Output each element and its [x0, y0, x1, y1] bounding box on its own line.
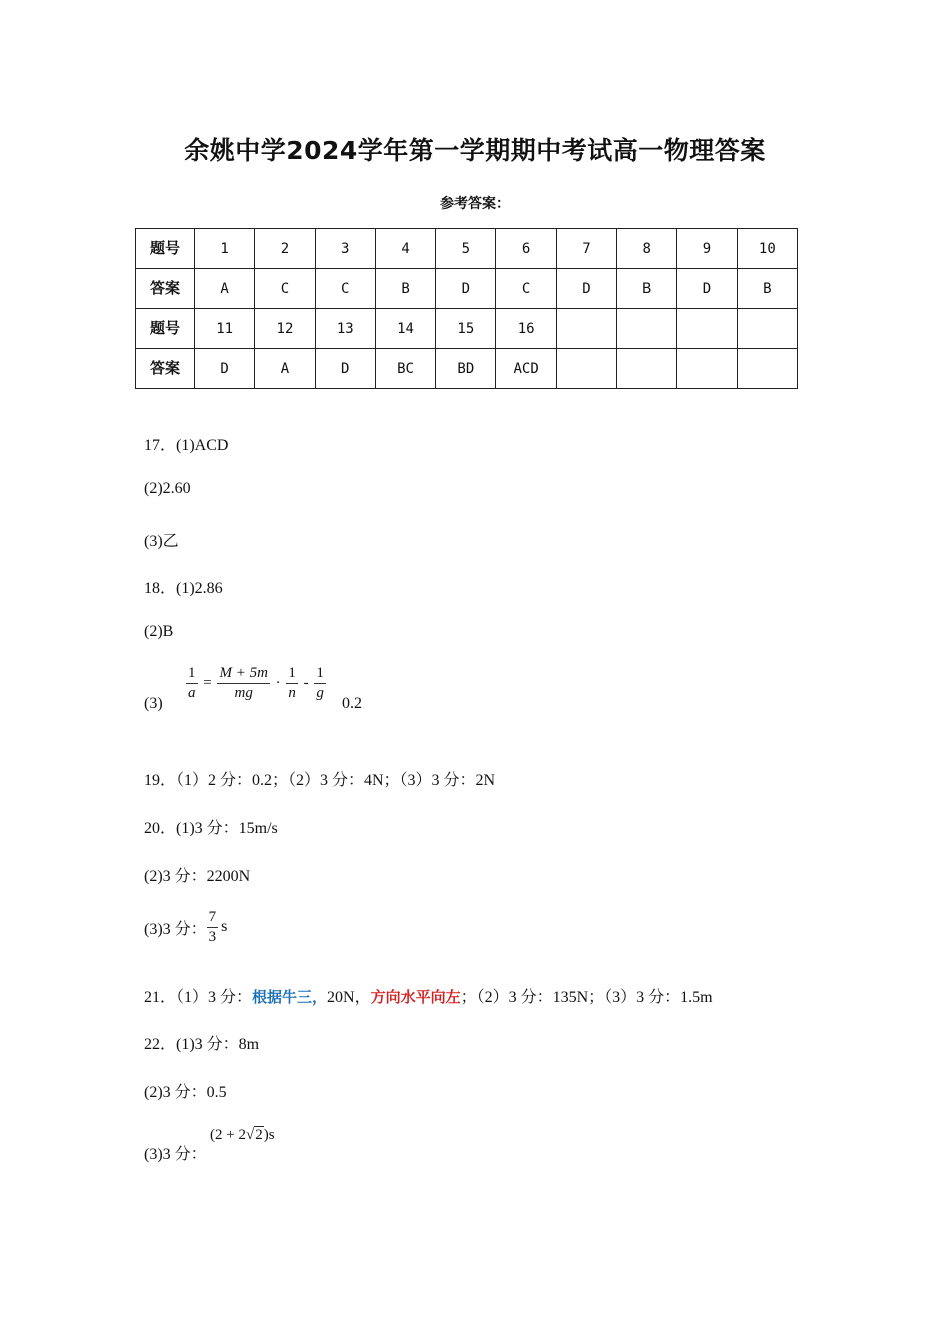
table-cell: A — [255, 349, 315, 389]
table-cell: C — [255, 269, 315, 309]
table-cell: D — [677, 269, 737, 309]
formula-fraction: $\frac{1}{g}$ — [316, 665, 324, 701]
table-cell: 12 — [255, 309, 315, 349]
q21-highlight-blue: 根据牛三， — [252, 988, 328, 1006]
table-header-cell: 答案 — [136, 269, 195, 309]
table-cell — [617, 349, 677, 389]
table-row-answers-1 — [136, 269, 798, 309]
q17-part3: (3)乙 — [144, 533, 179, 550]
q18-part2: (2)B — [144, 623, 174, 640]
q21-highlight-red: 方向水平向左 — [370, 988, 461, 1006]
q21-prefix: 21．（1）3 分： — [144, 989, 253, 1006]
q22-part3-label: (3)3 分： — [144, 1146, 207, 1163]
formula-fraction: $\frac{M + 5m}{mg}$ — [219, 665, 268, 701]
table-row-question-numbers-1 — [136, 229, 798, 269]
q18-part3-label: (3) — [144, 695, 163, 712]
table-cell: 7 — [556, 229, 616, 269]
table-cell: ACD — [496, 349, 556, 389]
q22-expr-pre: (2 + 2 — [210, 1127, 246, 1143]
formula-minus: - — [303, 674, 309, 691]
table-cell: BC — [375, 349, 435, 389]
q21-answer — [144, 984, 713, 1007]
q17-part1: 17．(1)ACD — [144, 437, 229, 454]
table-cell: 16 — [496, 309, 556, 349]
table-cell — [677, 349, 737, 389]
table-cell — [677, 309, 737, 349]
q22-part2: (2)3 分：0.5 — [144, 1084, 227, 1101]
q19-answer: 19．（1）2 分：0.2；（2）3 分：4N；（3）3 分：2N — [144, 772, 496, 789]
table-cell — [556, 349, 616, 389]
table-cell: D — [195, 349, 255, 389]
table-cell: 9 — [677, 229, 737, 269]
table-cell: 3 — [315, 229, 375, 269]
table-cell: A — [195, 269, 255, 309]
table-cell — [617, 309, 677, 349]
table-cell: 2 — [255, 229, 315, 269]
table-cell: 11 — [195, 309, 255, 349]
table-cell: D — [315, 349, 375, 389]
table-cell: 4 — [375, 229, 435, 269]
q21-suffix: ；（2）3 分：135N；（3）3 分：1.5m — [460, 989, 713, 1006]
q20-part1: 20．(1)3 分：15m/s — [144, 820, 278, 837]
table-cell — [737, 309, 797, 349]
formula-dot: · — [275, 674, 281, 691]
table-cell: C — [496, 269, 556, 309]
table-cell — [556, 309, 616, 349]
table-header-cell: 题号 — [136, 309, 195, 349]
table-cell: 5 — [436, 229, 496, 269]
q21-mid: 20N， — [327, 989, 371, 1006]
table-cell: 8 — [617, 229, 677, 269]
q17-part2: (2)2.60 — [144, 480, 191, 497]
q18-part1: 18．(1)2.86 — [144, 580, 223, 597]
q20-unit: s — [221, 918, 228, 936]
page-title: 余姚中学2024学年第一学期期中考试高一物理答案 — [184, 136, 766, 165]
table-header-cell: 题号 — [136, 229, 195, 269]
table-cell: 13 — [315, 309, 375, 349]
table-cell: BD — [436, 349, 496, 389]
table-cell: C — [315, 269, 375, 309]
table-cell: 1 — [195, 229, 255, 269]
table-cell: B — [737, 269, 797, 309]
sqrt-symbol: √2 — [245, 1127, 263, 1143]
table-cell: 14 — [375, 309, 435, 349]
reference-answers-heading: 参考答案： — [440, 196, 510, 212]
q18-part3-value: 0.2 — [342, 695, 362, 712]
q20-part3-label: (3)3 分： — [144, 920, 207, 938]
q22-part1: 22．(1)3 分：8m — [144, 1036, 260, 1053]
table-cell: 15 — [436, 309, 496, 349]
table-cell: D — [436, 269, 496, 309]
table-cell: 10 — [737, 229, 797, 269]
formula-fraction: $\frac{1}{a}$ — [188, 665, 196, 701]
formula-fraction: $\frac{1}{n}$ — [288, 665, 296, 701]
answer-table — [135, 228, 798, 389]
table-row-answers-2 — [136, 349, 798, 389]
q22-expr-post: )s — [263, 1127, 275, 1143]
table-cell: B — [617, 269, 677, 309]
q20-fraction: $\frac{7}{3}$ — [208, 909, 217, 945]
table-header-cell: 答案 — [136, 349, 195, 389]
formula-equals: = — [203, 674, 212, 691]
table-cell: D — [556, 269, 616, 309]
q22-expression — [210, 1127, 275, 1144]
q20-part3 — [144, 908, 227, 947]
table-row-question-numbers-2 — [136, 309, 798, 349]
q18-formula — [186, 664, 326, 703]
table-cell: B — [375, 269, 435, 309]
table-cell — [737, 349, 797, 389]
q20-part2: (2)3 分：2200N — [144, 868, 251, 885]
table-cell: 6 — [496, 229, 556, 269]
